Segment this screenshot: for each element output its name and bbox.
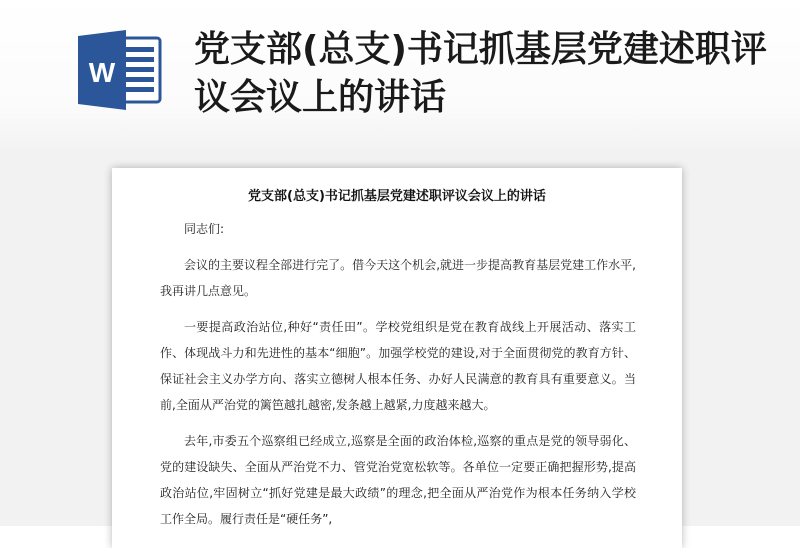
word-icon-letter: W [88, 57, 116, 88]
document-page[interactable] [112, 168, 682, 548]
salutation: 同志们: [184, 222, 225, 236]
paragraph-1: 会议的主要议程全部进行完了。借今天这个机会,就进一步提高教育基层党建工作水平,我再讲几点意见。 [160, 258, 636, 298]
paragraph-2: 一要提高政治站位,种好“责任田”。学校党组织是党在教育战线上开展活动、落实工作、体现战斗力和先进性的基本“细胞”。加强学校党的建设,对于全面贯彻党的教育方针、保证社会主义办学方向、落实立德树人根本任务、办好人民满意的教育具有重要意义。当前,全面从严治党的篱笆越扎越密,发条越上越紧,力度越来越大。 [160, 320, 636, 412]
document-body [160, 216, 636, 542]
document-title: 党支部(总支)书记抓基层党建述职评议会议上的讲话 [194, 29, 767, 118]
page-heading: 党支部(总支)书记抓基层党建述职评议会议上的讲话 [248, 189, 546, 204]
word-icon [76, 30, 164, 110]
paragraph-3: 去年,市委五个巡察组已经成立,巡察是全面的政治体检,巡察的重点是党的领导弱化、党的建设缺失、全面从严治党不力、管党治党宽松软等。各单位一定要正确把握形势,提高政治站位,牢固树立“抓好党建是最大政绩”的理念,把全面从严治党作为根本任务纳入学校工作全局。履行责任是“硬任务”, [160, 434, 636, 526]
